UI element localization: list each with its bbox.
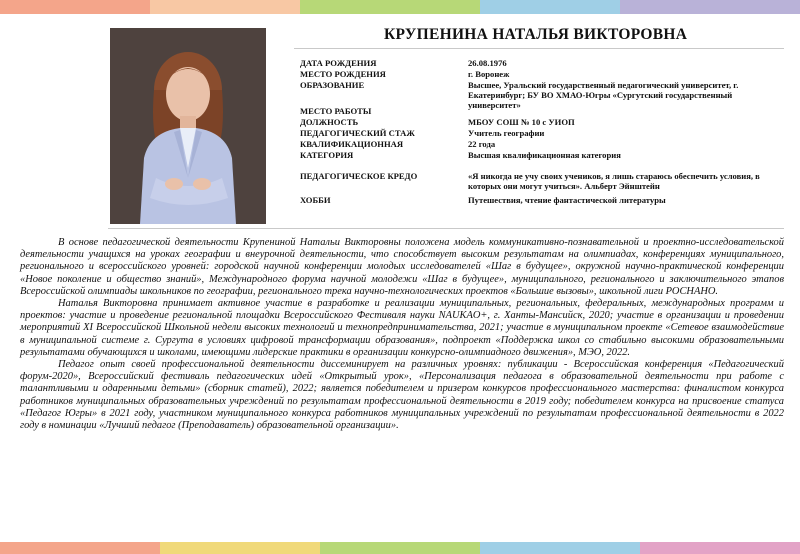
info-value: г. Воронеж xyxy=(468,69,510,79)
bar-segment xyxy=(150,0,300,14)
info-value: 22 года xyxy=(468,139,496,149)
bar-segment xyxy=(320,542,480,554)
divider xyxy=(108,228,784,229)
bar-segment xyxy=(160,542,320,554)
info-label: МЕСТО РОЖДЕНИЯ xyxy=(300,69,386,79)
biography-text xyxy=(20,237,784,432)
info-label: КАТЕГОРИЯ xyxy=(300,150,354,160)
info-value: Высшая квалификационная категория xyxy=(468,150,621,160)
info-value: «Я никогда не учу своих учеников, я лишь стараюсь обеспечить условия, в которых они могут учиться». Альберт Эйнштейн xyxy=(468,171,760,191)
divider xyxy=(294,48,784,49)
paragraph: В основе педагогической деятельности Крупениной Натальи Викторовны положена модель коммуникативно-познавательной и проектно-исследовательской деятельности учащихся на уроках географии и внеурочной деятельности, что способствует высоким результатам на олимпиадах, конференциях муниципального, регионального и всероссийского уровней: городской научной конференции молодых исследователей «Шаг в будущее», окружной научно-практической конференции «Новое поколение и общество знаний», Международного форума научной молодежи «Шаг в будущее», муниципального, регионального и заключительного этапов Всероссийской олимпиады школьников по географии, регионального трека научно-технологических проектов «Большие вызовы», школьной лиги РОСНАНО. xyxy=(20,237,784,297)
info-label: МЕСТО РАБОТЫ xyxy=(300,106,372,116)
portrait-photo xyxy=(110,28,266,224)
info-label: КВАЛИФИКАЦИОННАЯ xyxy=(300,139,404,149)
bar-segment xyxy=(620,0,800,14)
bar-segment xyxy=(480,0,620,14)
info-label: ПЕДАГОГИЧЕСКИЙ СТАЖ xyxy=(300,128,415,138)
bar-segment xyxy=(640,542,800,554)
top-color-bar xyxy=(0,0,800,14)
bar-segment xyxy=(0,0,150,14)
info-value: Высшее, Уральский государственный педагогический университет, г. Екатеринбург; БУ ВО ХМАО-Югры «Сургутский государственный университет» xyxy=(468,80,739,110)
info-label: ОБРАЗОВАНИЕ xyxy=(300,80,365,90)
bottom-color-bar xyxy=(0,542,800,554)
info-label: ДАТА РОЖДЕНИЯ xyxy=(300,58,377,68)
info-value: Учитель географии xyxy=(468,128,545,138)
paragraph: Наталья Викторовна принимает активное участие в разработке и реализации муниципальных, региональных, федеральных, международных программ и проектов: участие и проведение региональной площадки Всероссийского Фестиваля науки NAUKAO+, г. Ханты-Мансийск, 2020; участие в организации и проведении мероприятий XI Всероссийской Школьной недели высоких технологий и технопредпринимательства, 2021; участие в муниципальном проекте «Сетевое взаимодействие в муниципальной системе г. Сургута в условиях цифровой трансформации образования», подпроект «Поддержка школ со стабильно высокими образовательными результатами обучающихся и школами, имеющими лидерские практики в организации конкурсно-олимпиадного движения», МЭО, 2022. xyxy=(20,298,784,358)
bar-segment xyxy=(300,0,480,14)
info-value: Путешествия, чтение фантастической литературы xyxy=(468,195,666,205)
info-value: 26.08.1976 xyxy=(468,58,507,68)
person-name: КРУПЕНИНА НАТАЛЬЯ ВИКТОРОВНА xyxy=(384,26,688,43)
bar-segment xyxy=(480,542,640,554)
info-label: ДОЛЖНОСТЬ xyxy=(300,117,359,127)
portrait-illustration xyxy=(110,28,266,224)
info-label: ПЕДАГОГИЧЕСКОЕ КРЕДО xyxy=(300,171,418,181)
info-value: МБОУ СОШ № 10 с УИОП xyxy=(468,117,575,127)
bar-segment xyxy=(0,542,160,554)
info-label: ХОББИ xyxy=(300,195,331,205)
paragraph: Педагог опыт своей профессиональной деятельности диссеминирует на различных уровнях: публикации - Всероссийская конференция «Педагогический форум-2020», Всероссийский фестиваль педагогических идей «Открытый урок», «Персонализация педагога в образовательной деятельности при работе с талантливыми и одаренными детьми» (сборник статей), 2022; является победителем и призером конкурсов профессионального мастерства: финалистом конкурса работников муниципальных образовательных учреждений по результатам профессиональной деятельности в 2019 году; победителем конкурса на присвоение статуса «Педагог Югры» в 2021 году, участником муниципального конкурса работников муниципальных учреждений по результатам профессиональной деятельности в 2022 году в номинации «Лучший педагог (Преподаватель) образовательной организации». xyxy=(20,359,784,432)
